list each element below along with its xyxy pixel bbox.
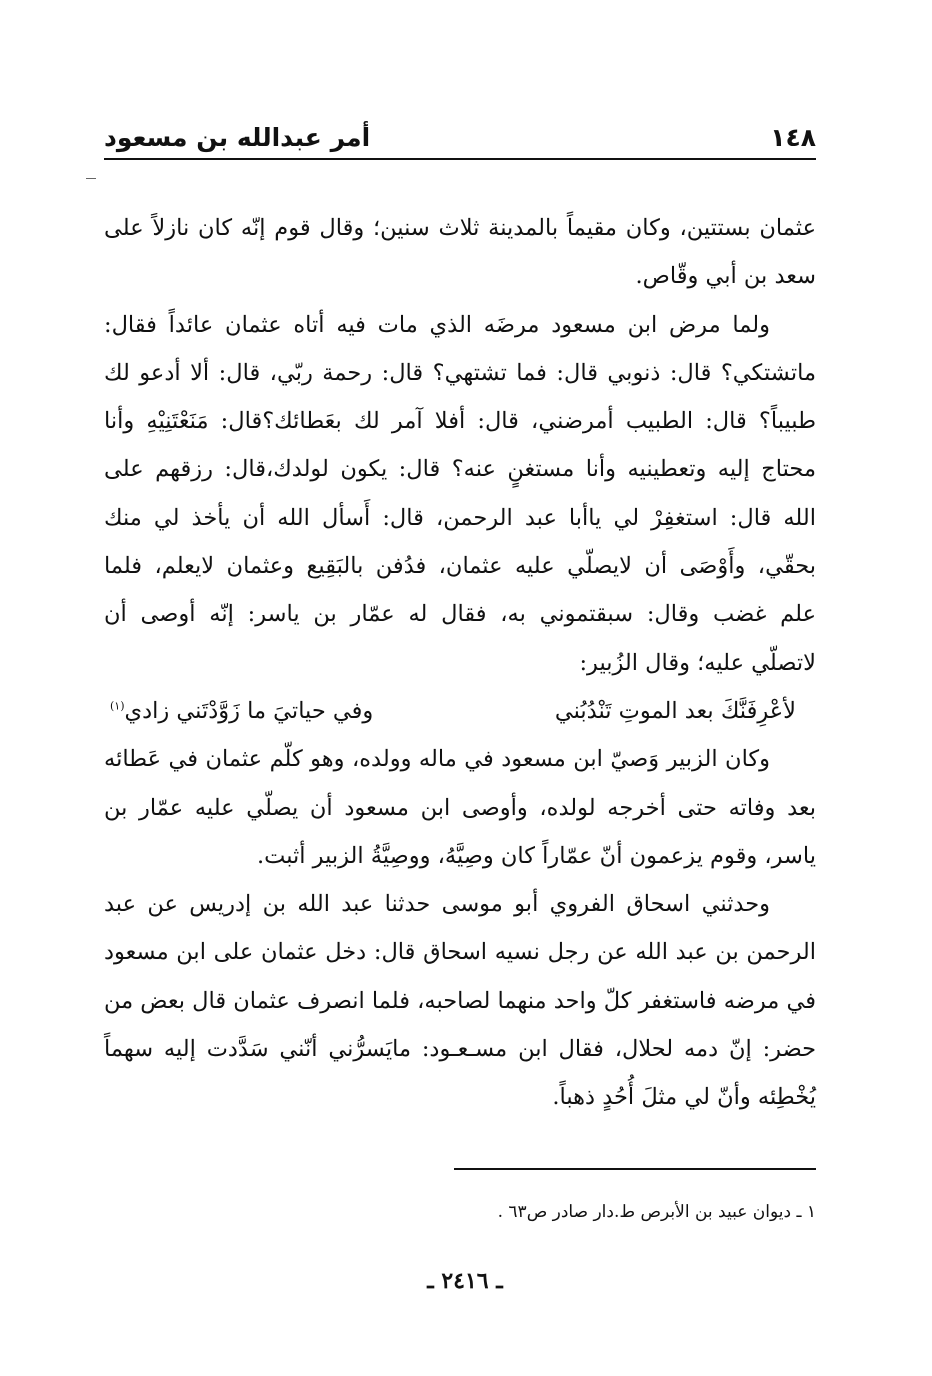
text-line: يُخْطِئه وأنّ لي مثلَ أُحُدٍ ذهباً. <box>552 1084 816 1111</box>
text-line: في مرضه فاستغفر كلّ واحد منهما لصاحبه، فلما انصرف عثمان قال بعض من <box>103 987 816 1014</box>
text-line: علم غضب وقال: سبقتموني به، فقال له عمّار بن ياسر: إنّه أوصى أن <box>104 601 816 628</box>
footnote: ١ ـ ديوان عبيد بن الأبرص ط.دار صادر ص٦٣ . <box>497 1202 816 1222</box>
text-line: طبيباً؟ قال: الطبيب أمرضني، قال: أفلا آمر لك بعَطائك؟قال: مَنَعْتَنِيْهِ وأنا <box>104 408 816 435</box>
verse-second-hemistich: وفي حياتيَ ما زَوَّدْتَني زادي$^{(١)}$ <box>110 697 374 724</box>
text-line: بعد وفاته حتى أخرجه لولده، وأوصى ابن مسعود أن يصلّي عليه عمّار بن <box>104 794 816 821</box>
text-line: محتاج إليه وتعطينيه وأنا مستغنٍ عنه؟ قال: يكون لولدك،قال: رزقهم على <box>104 456 816 483</box>
text-line: حضر: إنّ دمه لحلال، فقال ابن مسـعـود: مايَسرُّني أنّني سَدَّدت إليه سهماً <box>104 1036 816 1063</box>
running-title: أمر عبدالله بن مسعود <box>104 123 371 152</box>
footer-page-number: ـ ٢٤١٦ ـ <box>427 1268 503 1294</box>
text-line: سعد بن أبي وقّاص. <box>635 263 816 290</box>
text-line: ماتشتكي؟ قال: ذنوبي قال: فما تشتهي؟ قال: رحمة ربّي، قال: ألا أدعو لك <box>104 359 816 386</box>
text-line: ولما مرض ابن مسعود مرضَه الذي مات فيه أتاه عثمان عائداً فقال: <box>104 311 770 338</box>
text-line: وكان الزبير وَصيّ ابن مسعود في ماله وولده، وهو كلّم عثمان في عَطائه <box>104 746 770 773</box>
header-rule <box>104 158 816 160</box>
text-line: وحدثني اسحاق الفروي أبو موسى حدثنا عبد الله بن إدريس عن عبد <box>104 891 770 918</box>
footnote-rule <box>454 1168 816 1170</box>
poetry-verse <box>104 687 816 735</box>
footnote-marker: (١) <box>110 699 125 713</box>
main-text <box>104 204 816 1122</box>
text-line: ياسر، وقوم يزعمون أنّ عمّاراً كان وصِيَّهُ، ووصِيَّةُ الزبير أثبت. <box>256 842 816 869</box>
text-line: الله قال: استغفِرْ لي ياأبا عبد الرحمن، قال: أَسأل الله أن يأخذ لي منك <box>104 504 816 531</box>
running-header <box>104 112 816 152</box>
margin-mark <box>86 178 96 179</box>
text-line: بحقّي، وأَوْصَى أن لايصلّي عليه عثمان، فدُفن بالبَقِيع وعثمان لايعلم، فلما <box>104 553 816 580</box>
text-line: عثمان بستتين، وكان مقيماً بالمدينة ثلاث سنين؛ وقال قوم إنّه كان نازلاً على <box>104 215 816 241</box>
verse-first-hemistich: لأعْرِفَنَّكَ بعد الموتِ تَنْدُبُني <box>554 697 796 724</box>
page-number: ١٤٨ <box>770 123 816 152</box>
text-line: الرحمن بن عبد الله عن رجل نسيه اسحاق قال: دخل عثمان على ابن مسعود <box>104 939 816 966</box>
text-line: لاتصلّي عليه؛ وقال الزُبير: <box>579 649 816 676</box>
